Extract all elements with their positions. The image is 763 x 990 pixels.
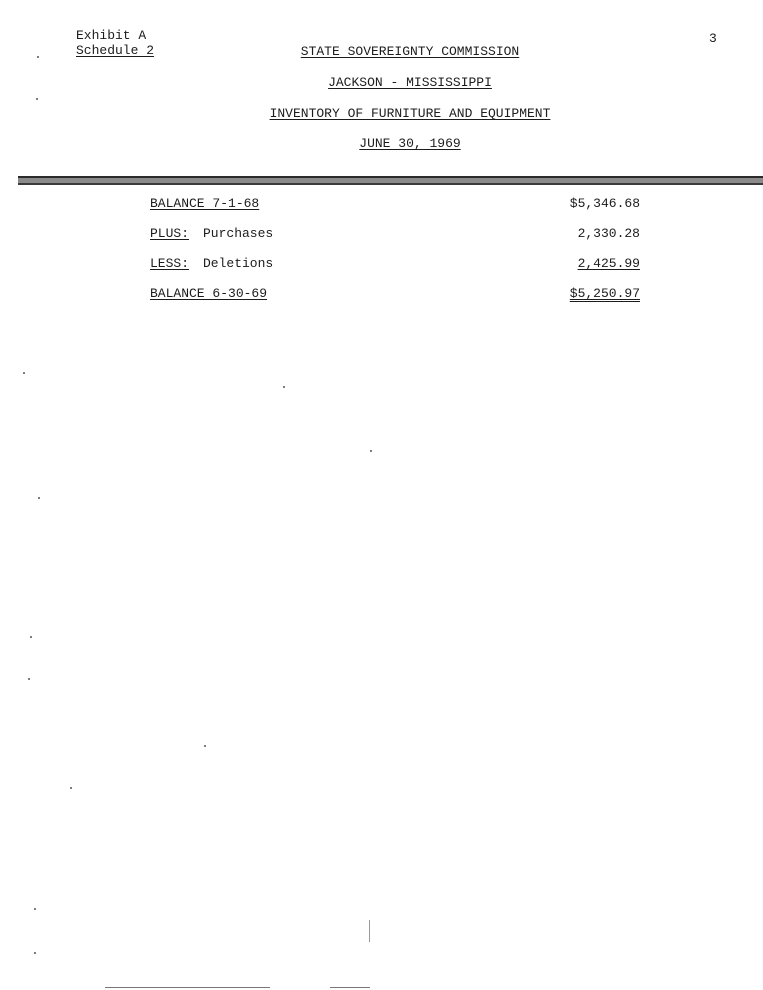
scan-speck <box>28 678 30 680</box>
purchases-label: Purchases <box>203 226 274 241</box>
bottom-edge-line <box>330 987 370 988</box>
scan-speck <box>38 497 40 499</box>
scan-speck <box>34 952 36 954</box>
scan-speck <box>283 386 285 388</box>
scan-speck <box>23 372 25 374</box>
purchases-amount: 2,330.28 <box>577 226 640 241</box>
opening-balance-label: BALANCE 7-1-68 <box>150 196 260 211</box>
header-divider <box>18 176 763 185</box>
opening-balance-amount: $5,346.68 <box>569 196 640 211</box>
scan-speck <box>370 450 372 452</box>
fold-mark <box>369 920 370 942</box>
page-number: 3 <box>709 31 717 46</box>
deletions-label: Deletions <box>203 256 274 271</box>
title-inventory: INVENTORY OF FURNITURE AND EQUIPMENT <box>269 106 551 121</box>
bottom-edge-line <box>105 987 270 988</box>
scan-speck <box>204 745 206 747</box>
closing-balance-amount: $5,250.97 <box>569 286 640 301</box>
title-location: JACKSON - MISSISSIPPI <box>328 75 492 90</box>
less-label: LESS: <box>150 256 190 271</box>
deletions-amount: 2,425.99 <box>577 256 640 271</box>
scan-speck <box>36 98 38 100</box>
exhibit-label: Exhibit A <box>76 28 147 43</box>
schedule-label: Schedule 2 <box>76 43 155 58</box>
scan-speck <box>70 787 72 789</box>
plus-label: PLUS: <box>150 226 190 241</box>
scan-speck <box>30 636 32 638</box>
title-date: JUNE 30, 1969 <box>359 136 461 151</box>
scan-speck <box>34 908 36 910</box>
closing-balance-label: BALANCE 6-30-69 <box>150 286 268 301</box>
title-commission: STATE SOVEREIGNTY COMMISSION <box>300 44 520 59</box>
scan-speck <box>37 56 39 58</box>
